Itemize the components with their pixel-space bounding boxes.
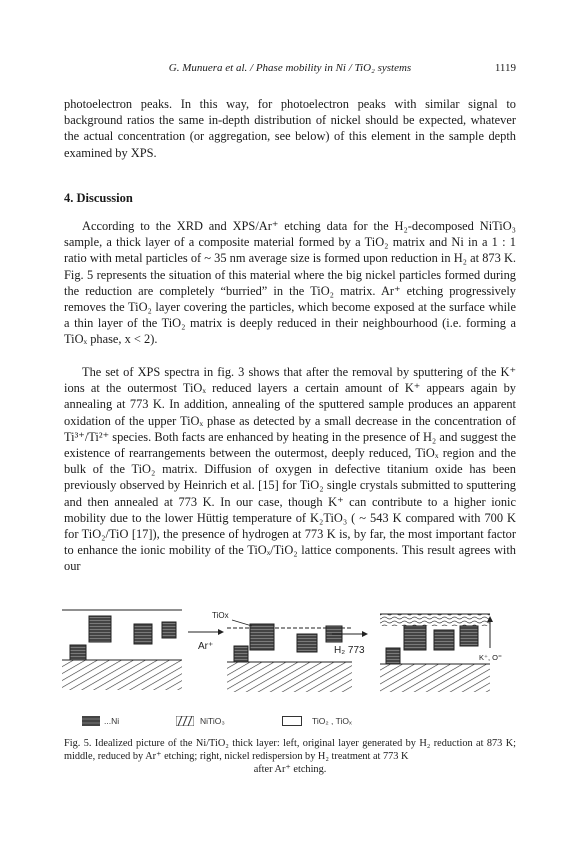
panel-h2-redispersion — [380, 614, 502, 692]
panel-ar-etched — [212, 611, 352, 692]
legend-nitio3-label: NiTiO₃ — [200, 716, 225, 726]
section-heading: 4. Discussion — [64, 191, 133, 205]
running-head-title: G. Munuera et al. / Phase mobility in Ni / TiO₂ systems — [168, 62, 412, 74]
tiox-label: TiOx — [212, 611, 229, 620]
paragraph-continued: photoelectron peaks. In this way, for photoelectron peaks with similar signal to background ratios the same in-depth distribution of nickel should be expected, whatever the actual concentration (or aggregation, see below) of this element in the sample depth examined by XPS. — [64, 97, 516, 160]
nitio3-swatch-icon — [176, 716, 194, 726]
legend-ni-label: ...Ni — [104, 716, 120, 726]
arrow-h2-label: H₂ 773 — [334, 645, 365, 656]
arrow-ar-label: Ar⁺ — [198, 641, 214, 652]
paragraph-discussion-1: According to the XRD and XPS/Ar⁺ etching data for the H₂-decomposed NiTiO₃ sample, a thick layer of a composite material formed by a TiO₂ matrix and Ni in a 1 : 1 ratio with metal particles of ~ 35 nm average size is formed upon reduction in H₂ at 873 K. Fig. 5 represents the situation of this material where the big nickel particles formed during the reduction are completely “burried” in the TiO₂ matrix. Ar⁺ etching progressively removes the TiO₂ layer covering the particles, which become exposed at the surface while a thin layer of the TiO₂ matrix is deeply reduced in their neighbourhood (i.e. forming a TiOₓ phase, x < 2). — [64, 219, 516, 347]
page-number: 1119 — [494, 62, 516, 74]
figure-legend — [82, 713, 502, 731]
ni-swatch-icon — [82, 716, 100, 726]
figure-caption — [64, 737, 516, 776]
figure-caption-last-line: after Ar⁺ etching. — [253, 764, 327, 775]
paragraph-discussion-2: The set of XPS spectra in fig. 3 shows that after the removal by sputtering of the K⁺ ions at the outermost TiOₓ reduced layers a certain amount of K⁺ appears again by annealing at 773 K. In addition, annealing of the sputtered sample produces an apparent oxidation of the upper TiOₓ phase as detected by a small decrease in the concentration of Ti³⁺/Ti²⁺ species. Both facts are enhanced by heating in the presence of H₂ and suggest the existence of rearrangements between the outermost, deeply reduced, TiOₓ region and the bulk of the TiO₂ matrix. Diffusion of oxygen in defective titanium oxide has been previously observed by Heinrich et al. [15] for TiO₂ single crystals submitted to sputtering and then annealed at 773 K. In our case, though K⁺ can contribute to a higher ionic mobility due to the lower Hüttig temperature of K₂TiO₃ ( ~ 543 K compared with 700 K for TiO₂/TiO [17]), the presence of hydrogen at 773 K is, by far, the most important factor to enhance the ionic mobility of the TiOₓ/TiO₂ lattice components. This result agrees with our — [64, 365, 516, 574]
running-head — [64, 62, 516, 76]
k-o-label: K⁺, O⁼ — [479, 653, 502, 662]
figure-5-diagram — [62, 604, 512, 716]
figure-caption-text: Fig. 5. Idealized picture of the Ni/TiO₂ thick layer: left, original layer generated by H₂ reduction at 873 K; middle, reduced by Ar⁺ etching; right, nickel redispersion by H₂ treatment at 773 K — [64, 738, 516, 762]
arrow-ar-etching — [188, 629, 224, 652]
legend-tio2-label: TiO₂ , TiOₓ — [312, 716, 352, 726]
panel-original-layer — [62, 610, 182, 690]
tio2-swatch-icon — [282, 716, 302, 726]
